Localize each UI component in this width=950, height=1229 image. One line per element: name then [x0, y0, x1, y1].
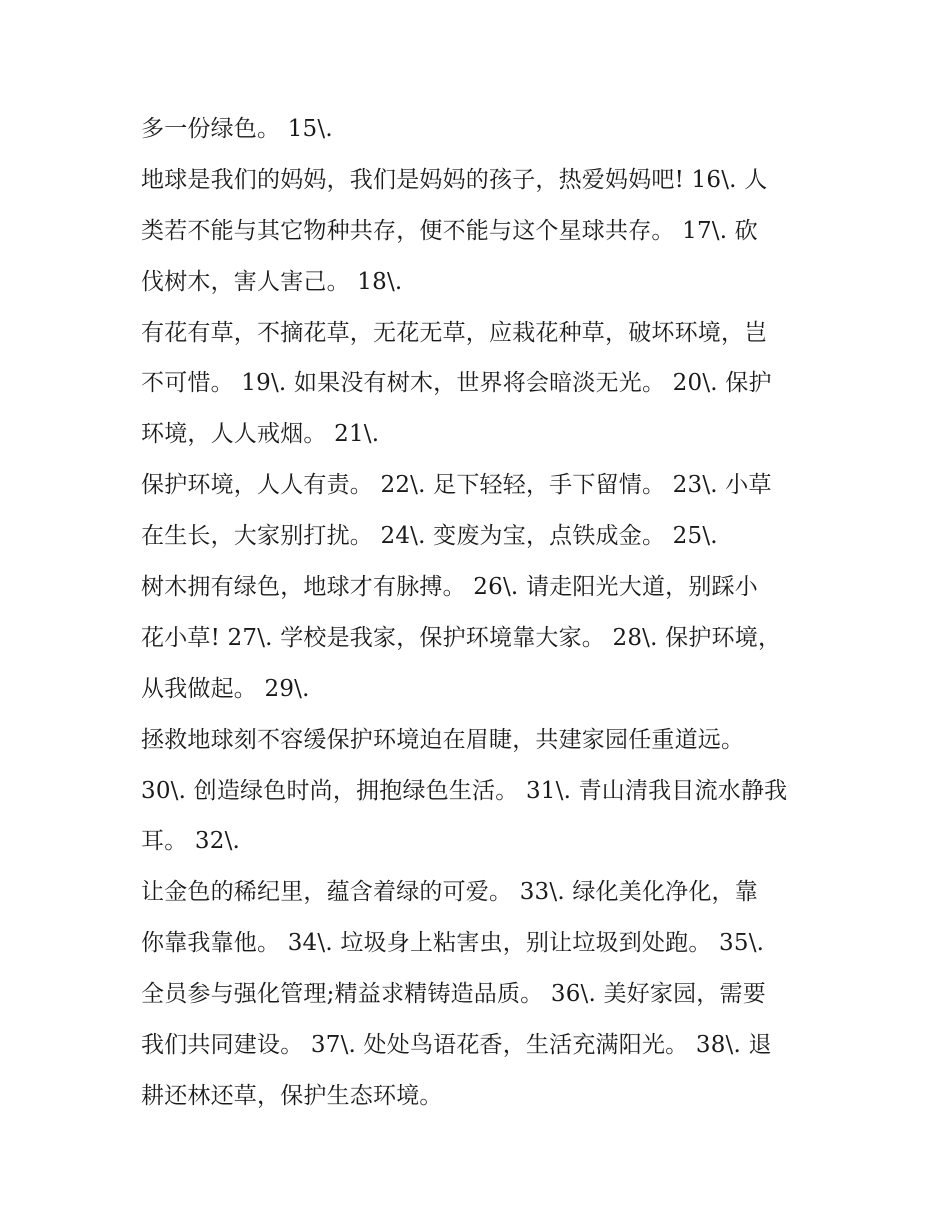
text-line: 环境，人人戒烟。 21\.	[141, 421, 380, 448]
text-line: 让金色的稀纪里，蕴含着绿的可爱。 33\. 绿化美化净化，靠	[141, 879, 758, 906]
text-line: 全员参与强化管理;精益求精铸造品质。 36\. 美好家园，需要	[141, 981, 766, 1008]
text-line: 树木拥有绿色，地球才有脉搏。 26\. 请走阳光大道，别踩小	[141, 574, 758, 601]
text-line: 从我做起。 29\.	[141, 675, 310, 702]
text-line: 30\. 创造绿色时尚，拥抱绿色生活。 31\. 青山清我目流水静我	[141, 777, 788, 804]
text-line: 我们共同建设。 37\. 处处鸟语花香，生活充满阳光。 38\. 退	[141, 1032, 772, 1059]
text-line: 耕还林还草，保护生态环境。	[141, 1082, 443, 1109]
text-line: 多一份绿色。 15\.	[141, 116, 333, 142]
text-line: 你靠我靠他。 34\. 垃圾身上粘害虫，别让垃圾到处跑。 35\.	[141, 930, 765, 957]
text-line: 有花有草，不摘花草，无花无草，应栽花种草，破坏环境，岂	[141, 319, 768, 346]
text-line: 地球是我们的妈妈，我们是妈妈的孩子，热爱妈妈吧! 16\. 人	[141, 166, 768, 193]
text-line: 花小草! 27\. 学校是我家，保护环境靠大家。 28\. 保护环境，	[141, 624, 782, 651]
text-line: 不可惜。 19\. 如果没有树木，世界将会暗淡无光。 20\. 保护	[141, 370, 772, 397]
text-line: 伐树木，害人害己。 18\.	[141, 268, 403, 295]
text-line: 在生长，大家别打扰。 24\. 变废为宝，点铁成金。 25\.	[141, 523, 718, 550]
text-line: 类若不能与其它物种共存，便不能与这个星球共存。 17\. 砍	[141, 217, 758, 244]
body-text	[141, 104, 821, 1122]
text-line: 拯救地球刻不容缓保护环境迫在眉睫，共建家园任重道远。	[141, 726, 745, 753]
text-line: 保护环境，人人有责。 22\. 足下轻轻，手下留情。 23\. 小草	[141, 472, 772, 499]
text-line: 耳。 32\.	[141, 828, 241, 855]
